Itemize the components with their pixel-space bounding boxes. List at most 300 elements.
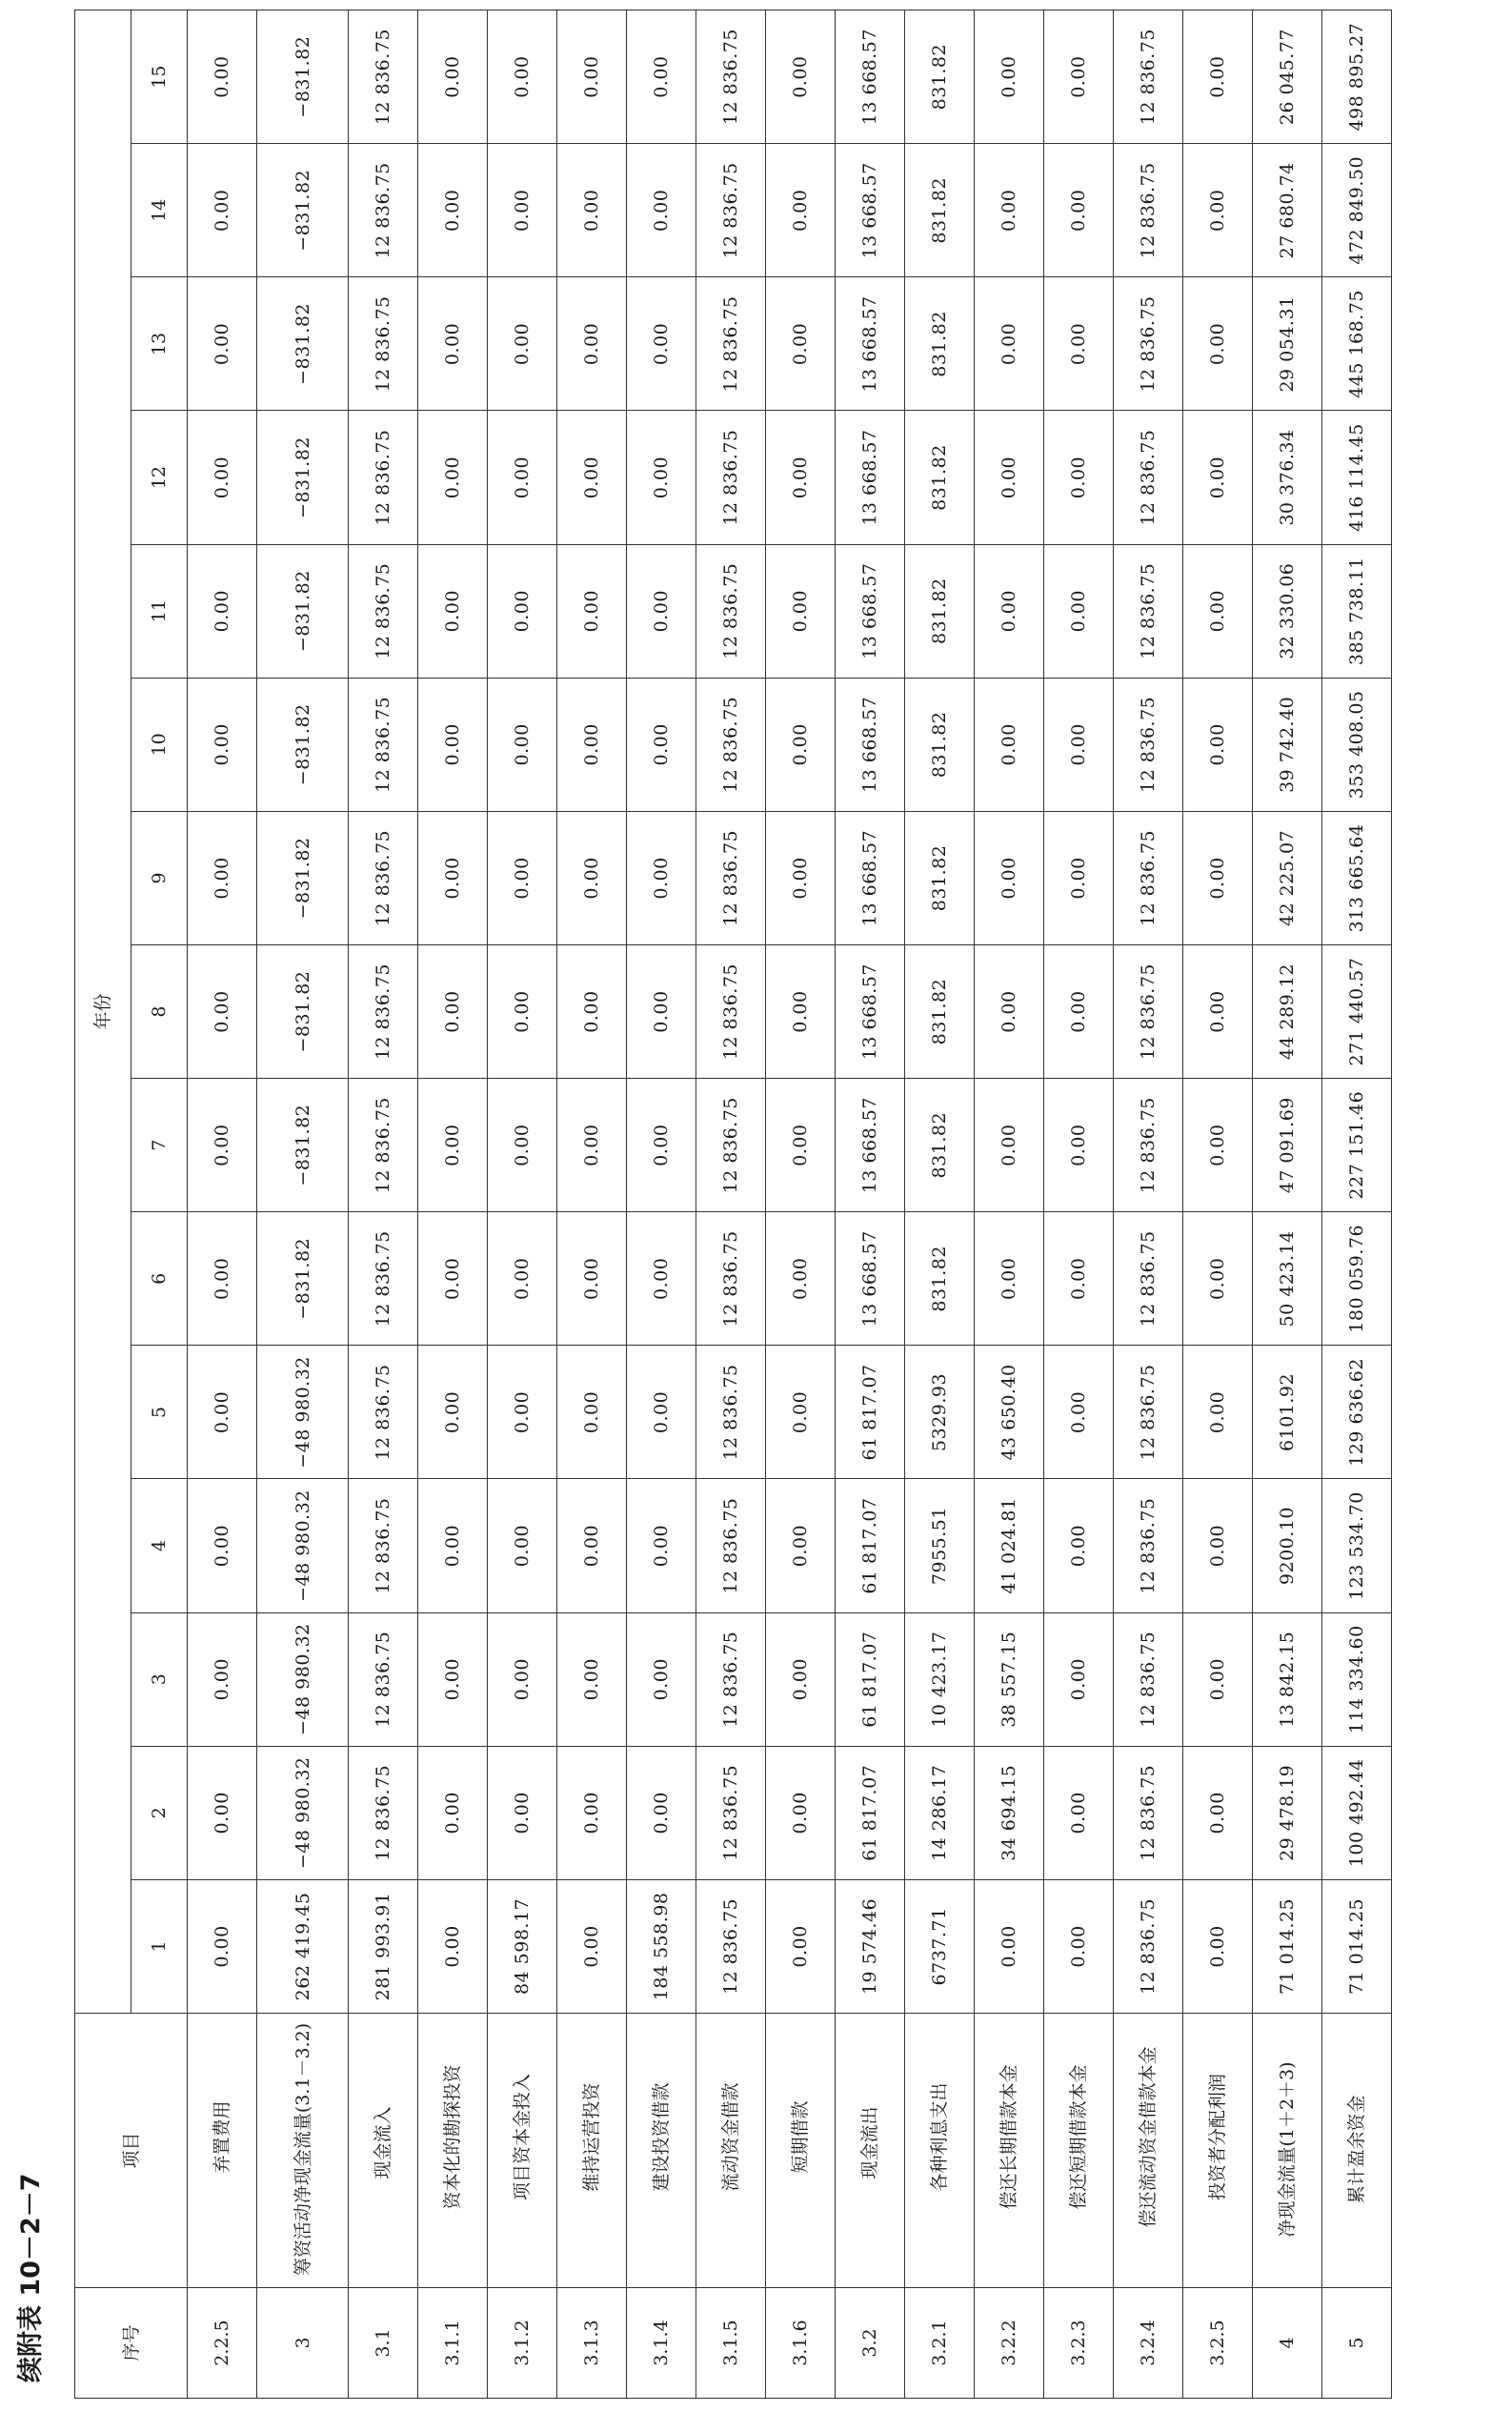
row-value: 0.00 [557,1212,627,1346]
row-seq: 3.2.3 [1044,2288,1114,2399]
header-year: 1 [131,1879,188,2013]
row-value: 12 836.75 [1114,411,1183,544]
row-item: 现金流出 [836,2014,905,2288]
row-value: 353 408.05 [1322,678,1392,811]
row-seq: 3.1.6 [766,2288,836,2399]
row-value: 0.00 [188,411,257,544]
row-seq: 3 [257,2288,349,2399]
row-value: 0.00 [557,411,627,544]
row-value: 0.00 [975,10,1044,144]
row-value: 0.00 [1044,1879,1114,2013]
row-value: 12 836.75 [349,144,418,277]
row-value: 0.00 [488,811,557,944]
row-value: 0.00 [975,945,1044,1079]
row-value: 41 024.81 [975,1479,1044,1612]
row-value: 12 836.75 [696,544,766,678]
row-value: 0.00 [766,277,836,411]
header-year: 10 [131,678,188,811]
row-value: 13 668.57 [836,1212,905,1346]
row-value: 0.00 [1044,544,1114,678]
row-value: 0.00 [975,678,1044,811]
row-value: 0.00 [188,1346,257,1479]
row-seq: 3.2.2 [975,2288,1044,2399]
row-seq: 3.1 [349,2288,418,2399]
row-value: 0.00 [1183,144,1253,277]
row-value: 0.00 [1183,1079,1253,1212]
row-value: 5329.93 [905,1346,975,1479]
row-value: 47 091.69 [1253,1079,1322,1212]
row-value: 0.00 [418,1879,488,2013]
row-value: 0.00 [488,1212,557,1346]
row-value: 0.00 [627,678,696,811]
row-value: 0.00 [975,411,1044,544]
row-value: 0.00 [418,678,488,811]
row-value: 0.00 [1044,945,1114,1079]
row-value: 6737.71 [905,1879,975,2013]
row-item: 短期借款 [766,2014,836,2288]
cash-flow-table [74,10,1392,2399]
table-row [1114,10,1183,2399]
row-value: 0.00 [627,1612,696,1746]
row-value: 0.00 [1183,411,1253,544]
row-value: 27 680.74 [1253,144,1322,277]
row-value: 0.00 [188,1079,257,1212]
row-value: 0.00 [627,1212,696,1346]
row-value: 831.82 [905,945,975,1079]
row-value: 26 045.77 [1253,10,1322,144]
row-value: 30 376.34 [1253,411,1322,544]
row-value: 12 836.75 [696,1479,766,1612]
row-value: 42 225.07 [1253,811,1322,944]
row-value: 0.00 [557,1879,627,2013]
row-value: 416 114.45 [1322,411,1392,544]
row-value: 13 668.57 [836,811,905,944]
row-item: 投资者分配利润 [1183,2014,1253,2288]
row-value: 0.00 [1183,1746,1253,1879]
row-value: 0.00 [1183,1479,1253,1612]
row-value: 10 423.17 [905,1612,975,1746]
row-value: 0.00 [488,1612,557,1746]
row-value: 0.00 [627,1746,696,1879]
row-value: 12 836.75 [349,1079,418,1212]
row-value: 0.00 [418,1346,488,1479]
table-body [188,10,1392,2399]
table-row [696,10,766,2399]
row-value: 0.00 [1044,277,1114,411]
row-value: 0.00 [975,544,1044,678]
row-item: 筹资活动净现金流量(3.1－3.2) [257,2014,349,2288]
row-value: −48 980.32 [257,1479,349,1612]
table-row [418,10,488,2399]
header-year: 11 [131,544,188,678]
row-value: 0.00 [766,411,836,544]
row-value: 12 836.75 [696,1879,766,2013]
row-value: 831.82 [905,811,975,944]
row-value: 0.00 [418,811,488,944]
row-value: 0.00 [975,1879,1044,2013]
row-value: 0.00 [766,1479,836,1612]
row-value: 12 836.75 [1114,678,1183,811]
row-value: 0.00 [1183,1346,1253,1479]
row-value: 0.00 [188,678,257,811]
row-value: 0.00 [1044,678,1114,811]
row-value: −831.82 [257,945,349,1079]
row-value: 0.00 [557,1079,627,1212]
row-value: 6101.92 [1253,1346,1322,1479]
header-year: 7 [131,1079,188,1212]
row-item: 维持运营投资 [557,2014,627,2288]
row-value: 12 836.75 [349,1346,418,1479]
row-value: 0.00 [627,811,696,944]
row-value: 0.00 [766,1079,836,1212]
row-value: 0.00 [1044,1479,1114,1612]
row-value: 12 836.75 [696,1746,766,1879]
row-value: 498 895.27 [1322,10,1392,144]
row-value: 0.00 [1183,811,1253,944]
row-value: 0.00 [627,1479,696,1612]
row-item: 建设投资借款 [627,2014,696,2288]
row-value: 84 598.17 [488,1879,557,2013]
row-value: 0.00 [557,1612,627,1746]
row-value: 12 836.75 [1114,811,1183,944]
row-seq: 3.1.4 [627,2288,696,2399]
row-value: 0.00 [766,1346,836,1479]
row-value: 0.00 [188,144,257,277]
row-value: 0.00 [488,144,557,277]
row-value: −831.82 [257,277,349,411]
row-seq: 3.2.5 [1183,2288,1253,2399]
row-value: 0.00 [1044,1212,1114,1346]
row-value: 0.00 [418,411,488,544]
row-value: 71 014.25 [1322,1879,1392,2013]
row-seq: 3.2.1 [905,2288,975,2399]
row-item: 项目资本金投入 [488,2014,557,2288]
row-value: 831.82 [905,411,975,544]
row-value: 0.00 [1044,1079,1114,1212]
table-row [1183,10,1253,2399]
row-value: 12 836.75 [696,1079,766,1212]
row-seq: 3.1.3 [557,2288,627,2399]
row-value: −831.82 [257,411,349,544]
table-row [975,10,1044,2399]
row-value: 831.82 [905,277,975,411]
row-value: 0.00 [188,1746,257,1879]
row-value: 12 836.75 [349,1612,418,1746]
row-value: 0.00 [418,1079,488,1212]
row-value: 13 668.57 [836,544,905,678]
row-value: 0.00 [1044,1746,1114,1879]
row-value: 0.00 [1044,1612,1114,1746]
row-value: 12 836.75 [1114,10,1183,144]
row-value: 100 492.44 [1322,1746,1392,1879]
row-value: 0.00 [418,945,488,1079]
row-value: 12 836.75 [349,945,418,1079]
row-seq: 5 [1322,2288,1392,2399]
header-year: 5 [131,1346,188,1479]
row-value: 12 836.75 [696,411,766,544]
row-item: 资本化的勘探投资 [418,2014,488,2288]
rotated-table-container [74,10,1446,2399]
row-value: 0.00 [975,1079,1044,1212]
row-value: 13 668.57 [836,411,905,544]
row-value: 0.00 [1183,1879,1253,2013]
header-year: 15 [131,10,188,144]
row-value: 13 668.57 [836,1079,905,1212]
row-value: 32 330.06 [1253,544,1322,678]
row-value: 0.00 [627,1346,696,1479]
row-value: 129 636.62 [1322,1346,1392,1479]
row-value: −831.82 [257,544,349,678]
row-value: 0.00 [766,945,836,1079]
row-value: 0.00 [557,678,627,811]
row-value: 34 694.15 [975,1746,1044,1879]
row-value: 0.00 [188,1612,257,1746]
row-value: 281 993.91 [349,1879,418,2013]
table-row [1253,10,1322,2399]
row-value: 12 836.75 [1114,1879,1183,2013]
row-value: 12 836.75 [696,1346,766,1479]
row-value: 19 574.46 [836,1879,905,2013]
row-value: 0.00 [188,1879,257,2013]
row-value: 0.00 [766,544,836,678]
row-value: 13 842.15 [1253,1612,1322,1746]
row-value: 445 168.75 [1322,277,1392,411]
row-value: 0.00 [488,945,557,1079]
row-value: 0.00 [418,10,488,144]
row-value: 0.00 [557,1346,627,1479]
row-seq: 4 [1253,2288,1322,2399]
row-item: 各种利息支出 [905,2014,975,2288]
row-value: 114 334.60 [1322,1612,1392,1746]
row-item: 现金流入 [349,2014,418,2288]
row-value: 12 836.75 [349,678,418,811]
row-item: 偿还短期借款本金 [1044,2014,1114,2288]
row-value: 0.00 [488,678,557,811]
row-value: 0.00 [1044,1346,1114,1479]
row-value: 0.00 [1183,1212,1253,1346]
row-value: −831.82 [257,1079,349,1212]
header-year: 2 [131,1746,188,1879]
row-value: 12 836.75 [1114,1612,1183,1746]
row-value: 0.00 [1183,277,1253,411]
row-value: 0.00 [1183,945,1253,1079]
row-value: 0.00 [418,1212,488,1346]
header-year: 14 [131,144,188,277]
row-value: 0.00 [627,144,696,277]
row-value: 0.00 [627,411,696,544]
row-value: 12 836.75 [1114,1346,1183,1479]
row-value: 0.00 [488,1746,557,1879]
row-item: 偿还长期借款本金 [975,2014,1044,2288]
row-value: 0.00 [488,10,557,144]
row-value: −831.82 [257,678,349,811]
row-value: 29 054.31 [1253,277,1322,411]
header-year: 8 [131,945,188,1079]
row-value: 38 557.15 [975,1612,1044,1746]
row-value: 12 836.75 [696,277,766,411]
row-value: 184 558.98 [627,1879,696,2013]
row-value: 831.82 [905,678,975,811]
row-value: 0.00 [1044,811,1114,944]
table-row [257,10,349,2399]
row-seq: 3.1.2 [488,2288,557,2399]
row-value: 44 289.12 [1253,945,1322,1079]
row-value: 12 836.75 [349,1746,418,1879]
row-value: 0.00 [766,1612,836,1746]
header-year: 6 [131,1212,188,1346]
row-value: 831.82 [905,10,975,144]
row-value: 7955.51 [905,1479,975,1612]
row-value: 12 836.75 [696,678,766,811]
row-value: 0.00 [1044,10,1114,144]
row-value: 0.00 [975,811,1044,944]
row-value: 0.00 [488,1479,557,1612]
row-value: 0.00 [627,945,696,1079]
row-value: 0.00 [1183,10,1253,144]
row-value: 50 423.14 [1253,1212,1322,1346]
row-value: 0.00 [1183,544,1253,678]
row-value: 0.00 [557,811,627,944]
row-value: 0.00 [418,144,488,277]
row-value: 0.00 [557,10,627,144]
row-value: 13 668.57 [836,144,905,277]
row-value: 0.00 [557,1746,627,1879]
row-value: 0.00 [557,945,627,1079]
row-value: 0.00 [557,144,627,277]
row-value: 61 817.07 [836,1479,905,1612]
row-value: 9200.10 [1253,1479,1322,1612]
row-value: 29 478.19 [1253,1746,1322,1879]
row-value: 71 014.25 [1253,1879,1322,2013]
row-value: 12 836.75 [696,811,766,944]
row-value: 0.00 [188,811,257,944]
row-item: 偿还流动资金借款本金 [1114,2014,1183,2288]
row-value: 0.00 [627,1079,696,1212]
header-seq: 序号 [75,2288,188,2399]
page-title: 续附表 10－2－7 [16,2173,46,2382]
row-value: 0.00 [488,277,557,411]
row-value: 0.00 [627,10,696,144]
row-value: 12 836.75 [1114,1212,1183,1346]
row-value: 14 286.17 [905,1746,975,1879]
row-value: 12 836.75 [1114,1479,1183,1612]
row-value: 0.00 [557,277,627,411]
row-value: −48 980.32 [257,1346,349,1479]
row-value: 831.82 [905,144,975,277]
table-row [349,10,418,2399]
row-value: 0.00 [188,277,257,411]
table-row [766,10,836,2399]
row-seq: 3.1.5 [696,2288,766,2399]
row-value: 271 440.57 [1322,945,1392,1079]
table-row [1322,10,1392,2399]
row-value: −48 980.32 [257,1612,349,1746]
table-row [836,10,905,2399]
row-value: 39 742.40 [1253,678,1322,811]
row-value: 12 836.75 [1114,1079,1183,1212]
row-value: 831.82 [905,1079,975,1212]
row-value: 12 836.75 [696,1212,766,1346]
row-value: 12 836.75 [349,1479,418,1612]
row-value: 12 836.75 [349,411,418,544]
row-item: 净现金流量(1＋2＋3) [1253,2014,1322,2288]
row-value: 12 836.75 [349,544,418,678]
row-value: 262 419.45 [257,1879,349,2013]
row-value: 0.00 [188,1479,257,1612]
table-row [1044,10,1114,2399]
row-value: 0.00 [766,144,836,277]
row-value: 0.00 [418,1479,488,1612]
table-row [627,10,696,2399]
row-value: 0.00 [418,1746,488,1879]
row-value: 0.00 [766,811,836,944]
row-value: 0.00 [766,1746,836,1879]
row-value: 0.00 [766,1879,836,2013]
row-value: 0.00 [1044,411,1114,544]
row-item: 累计盈余资金 [1322,2014,1392,2288]
row-value: 61 817.07 [836,1746,905,1879]
row-value: 0.00 [188,1212,257,1346]
row-value: 0.00 [488,411,557,544]
row-value: 0.00 [418,1612,488,1746]
row-value: 0.00 [1044,144,1114,277]
table-row [188,10,257,2399]
row-value: 0.00 [418,544,488,678]
header-item: 项目 [75,2014,188,2288]
row-value: 0.00 [188,10,257,144]
header-year: 13 [131,277,188,411]
row-value: 123 534.70 [1322,1479,1392,1612]
row-value: 472 849.50 [1322,144,1392,277]
header-year: 9 [131,811,188,944]
row-value: 0.00 [975,144,1044,277]
row-value: 180 059.76 [1322,1212,1392,1346]
row-seq: 2.2.5 [188,2288,257,2399]
row-value: 0.00 [766,1212,836,1346]
row-value: 0.00 [975,1212,1044,1346]
row-value: 12 836.75 [696,144,766,277]
row-value: 227 151.46 [1322,1079,1392,1212]
row-value: −48 980.32 [257,1746,349,1879]
row-value: 12 836.75 [1114,945,1183,1079]
row-value: 12 836.75 [696,10,766,144]
row-value: 0.00 [1183,678,1253,811]
row-value: 0.00 [557,1479,627,1612]
row-item: 弃置费用 [188,2014,257,2288]
row-value: 12 836.75 [1114,277,1183,411]
table-row [557,10,627,2399]
row-value: 12 836.75 [349,277,418,411]
header-years-group: 年份 [75,10,131,2014]
row-value: 13 668.57 [836,678,905,811]
row-value: 12 836.75 [696,1612,766,1746]
row-value: −831.82 [257,811,349,944]
table-row [488,10,557,2399]
row-value: 0.00 [975,277,1044,411]
row-value: 0.00 [418,277,488,411]
row-value: 0.00 [488,1079,557,1212]
row-value: 61 817.07 [836,1612,905,1746]
row-value: 12 836.75 [1114,1746,1183,1879]
row-value: 61 817.07 [836,1346,905,1479]
row-value: 13 668.57 [836,10,905,144]
row-value: 0.00 [627,544,696,678]
row-value: 0.00 [766,678,836,811]
row-value: 12 836.75 [696,945,766,1079]
row-value: 12 836.75 [1114,544,1183,678]
row-value: 831.82 [905,544,975,678]
row-item: 流动资金借款 [696,2014,766,2288]
